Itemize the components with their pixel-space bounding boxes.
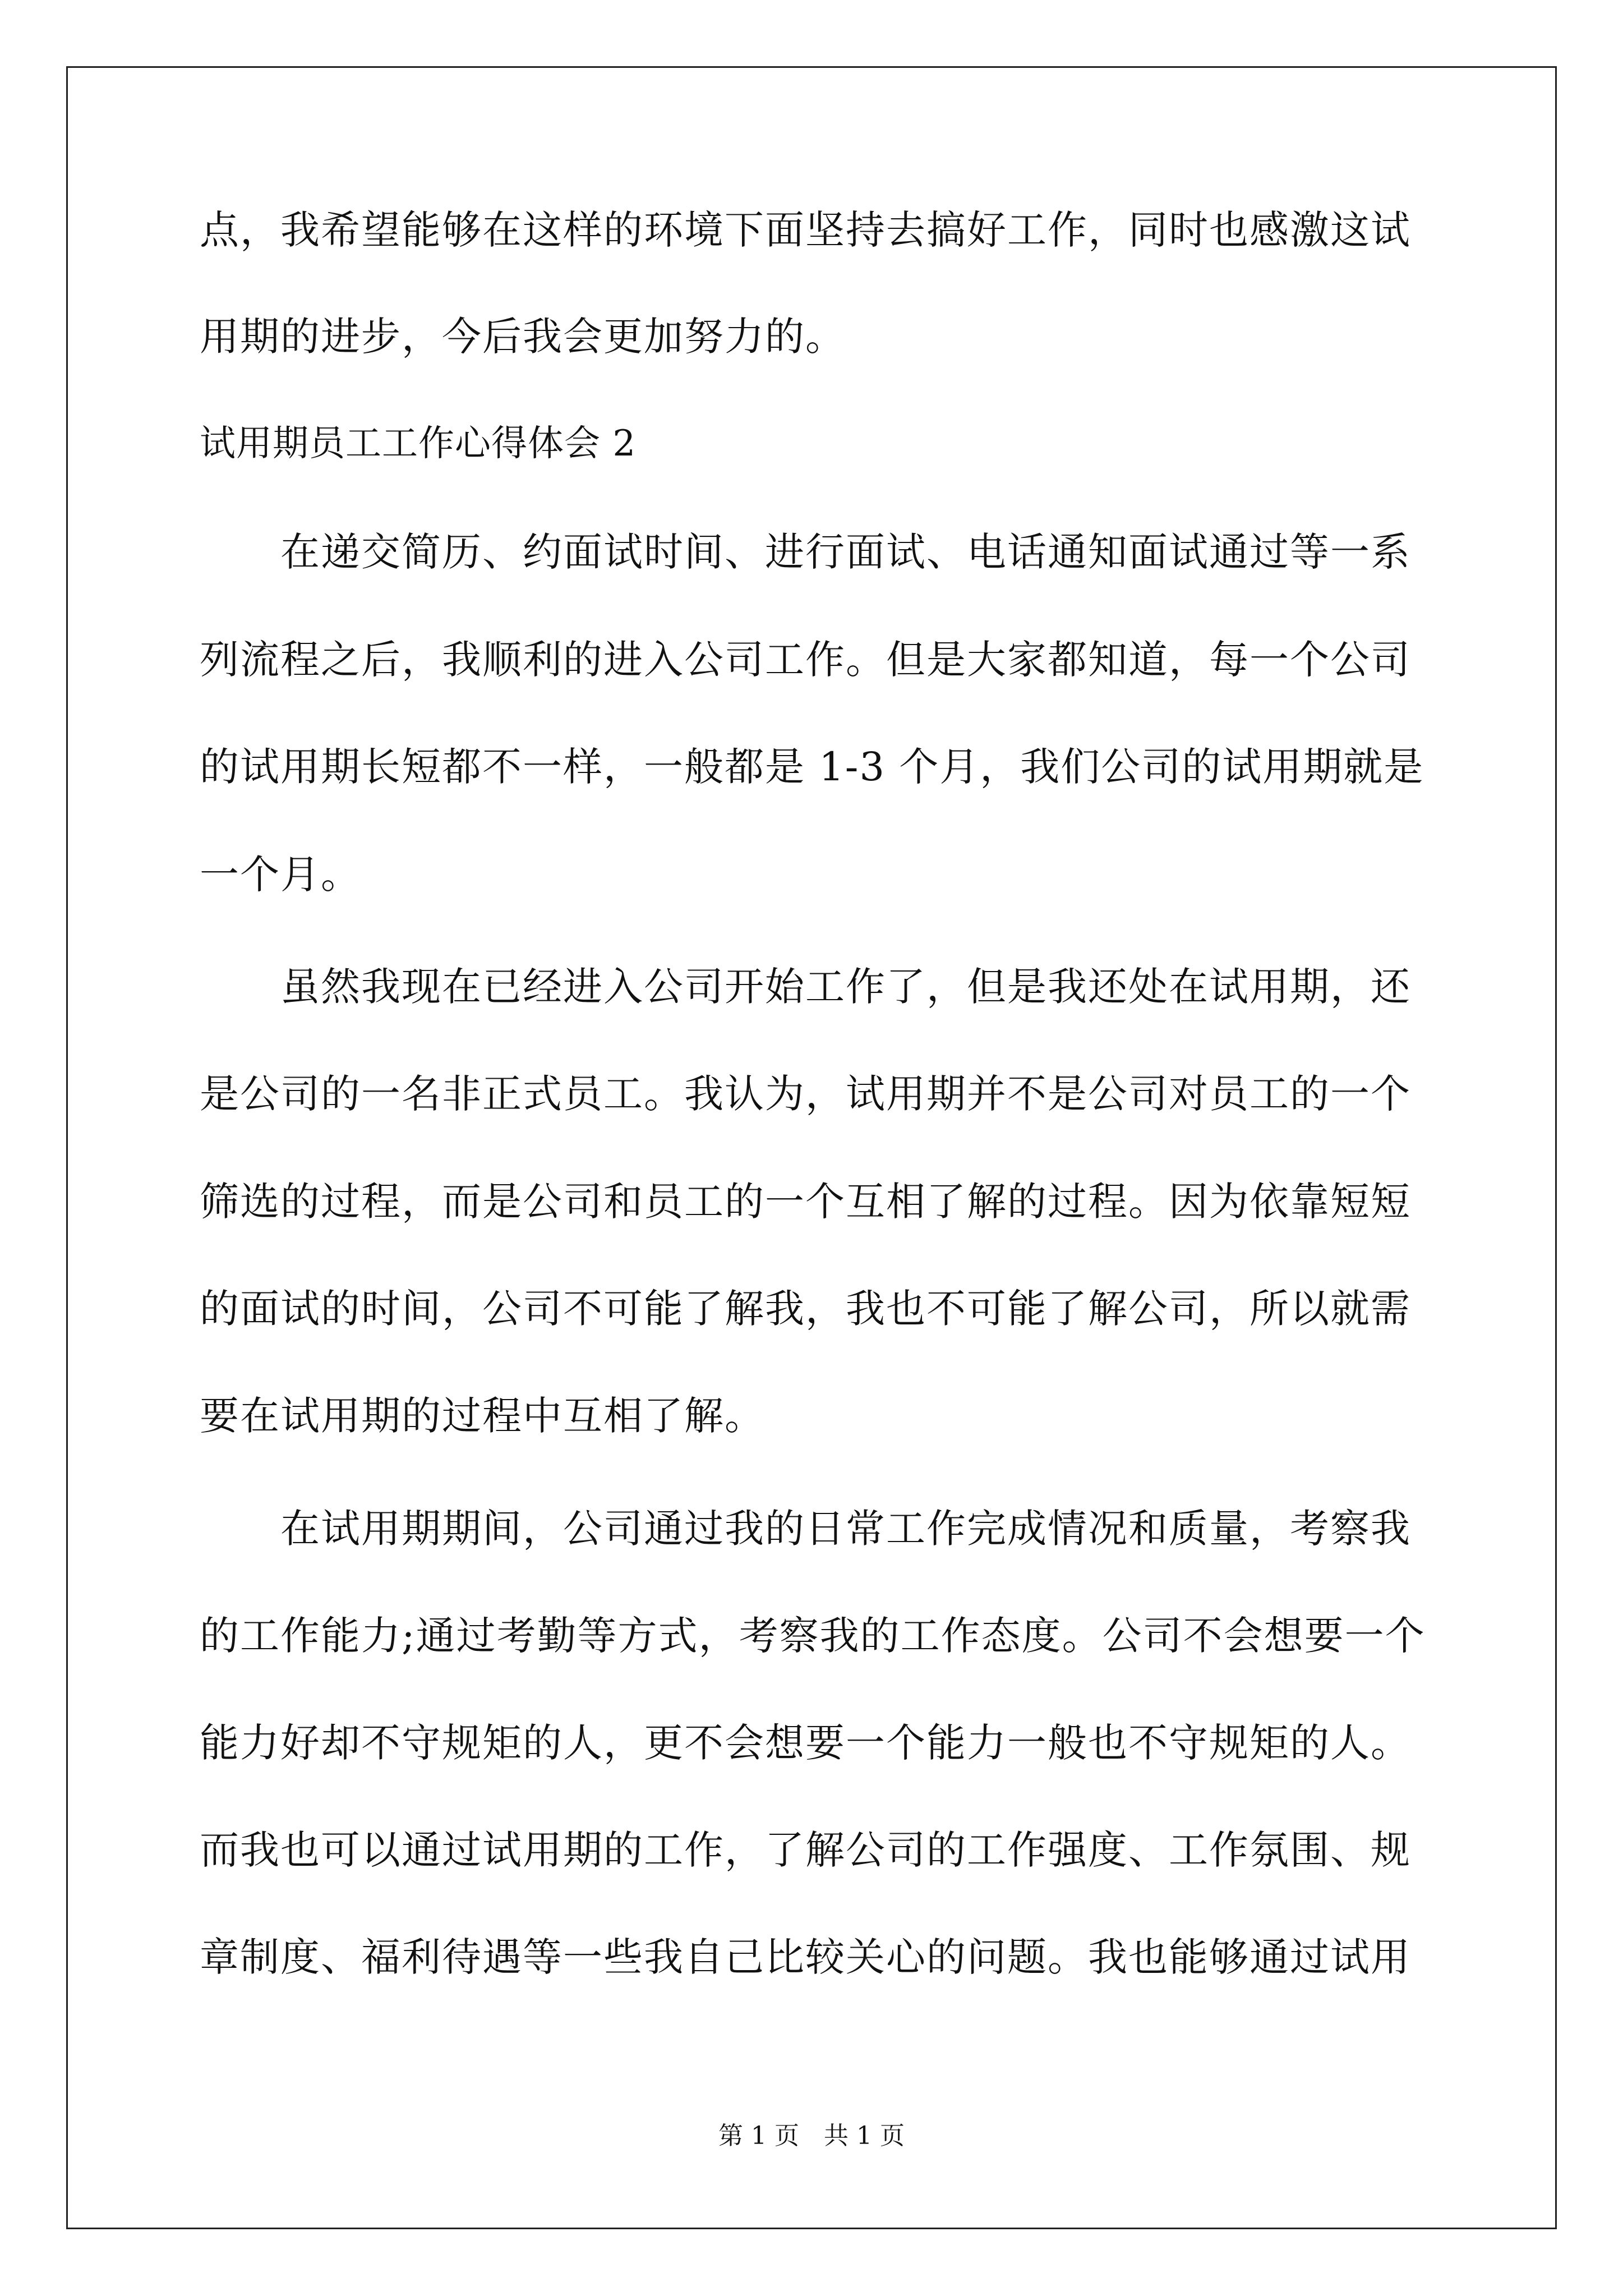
section-heading: 试用期员工工作心得体会 2 xyxy=(200,423,637,464)
text-line: 的工作能力;通过考勤等方式，考察我的工作态度。公司不会想要一个 xyxy=(200,1613,1426,1659)
text-line: 的面试的时间，公司不可能了解我，我也不可能了解公司，所以就需 xyxy=(200,1286,1411,1332)
text-line: 在试用期期间，公司通过我的日常工作完成情况和质量，考察我 xyxy=(200,1506,1411,1552)
text-line: 列流程之后，我顺利的进入公司工作。但是大家都知道，每一个公司 xyxy=(200,637,1411,683)
text-line: 点，我希望能够在这样的环境下面坚持去搞好工作，同时也感激这试 xyxy=(200,207,1411,253)
page-footer: 第 1 页 共 1 页 xyxy=(718,2122,905,2150)
text-line: 而我也可以通过试用期的工作，了解公司的工作强度、工作氛围、规 xyxy=(200,1827,1411,1873)
text-line: 章制度、福利待遇等一些我自己比较关心的问题。我也能够通过试用 xyxy=(200,1934,1411,1980)
text-line: 的试用期长短都不一样，一般都是 1-3 个月，我们公司的试用期就是 xyxy=(200,744,1424,790)
text-line: 虽然我现在已经进入公司开始工作了，但是我还处在试用期，还 xyxy=(200,964,1411,1010)
page-border xyxy=(66,66,1557,2229)
text-line: 能力好却不守规矩的人，更不会想要一个能力一般也不守规矩的人。 xyxy=(200,1720,1411,1766)
text-line: 筛选的过程，而是公司和员工的一个互相了解的过程。因为依靠短短 xyxy=(200,1179,1411,1225)
text-line: 用期的进步，今后我会更加努力的。 xyxy=(200,314,846,360)
text-line: 要在试用期的过程中互相了解。 xyxy=(200,1393,765,1439)
text-line: 是公司的一名非正式员工。我认为，试用期并不是公司对员工的一个 xyxy=(200,1071,1411,1117)
text-line: 一个月。 xyxy=(200,852,361,898)
text-line: 在递交简历、约面试时间、进行面试、电话通知面试通过等一系 xyxy=(200,529,1411,575)
